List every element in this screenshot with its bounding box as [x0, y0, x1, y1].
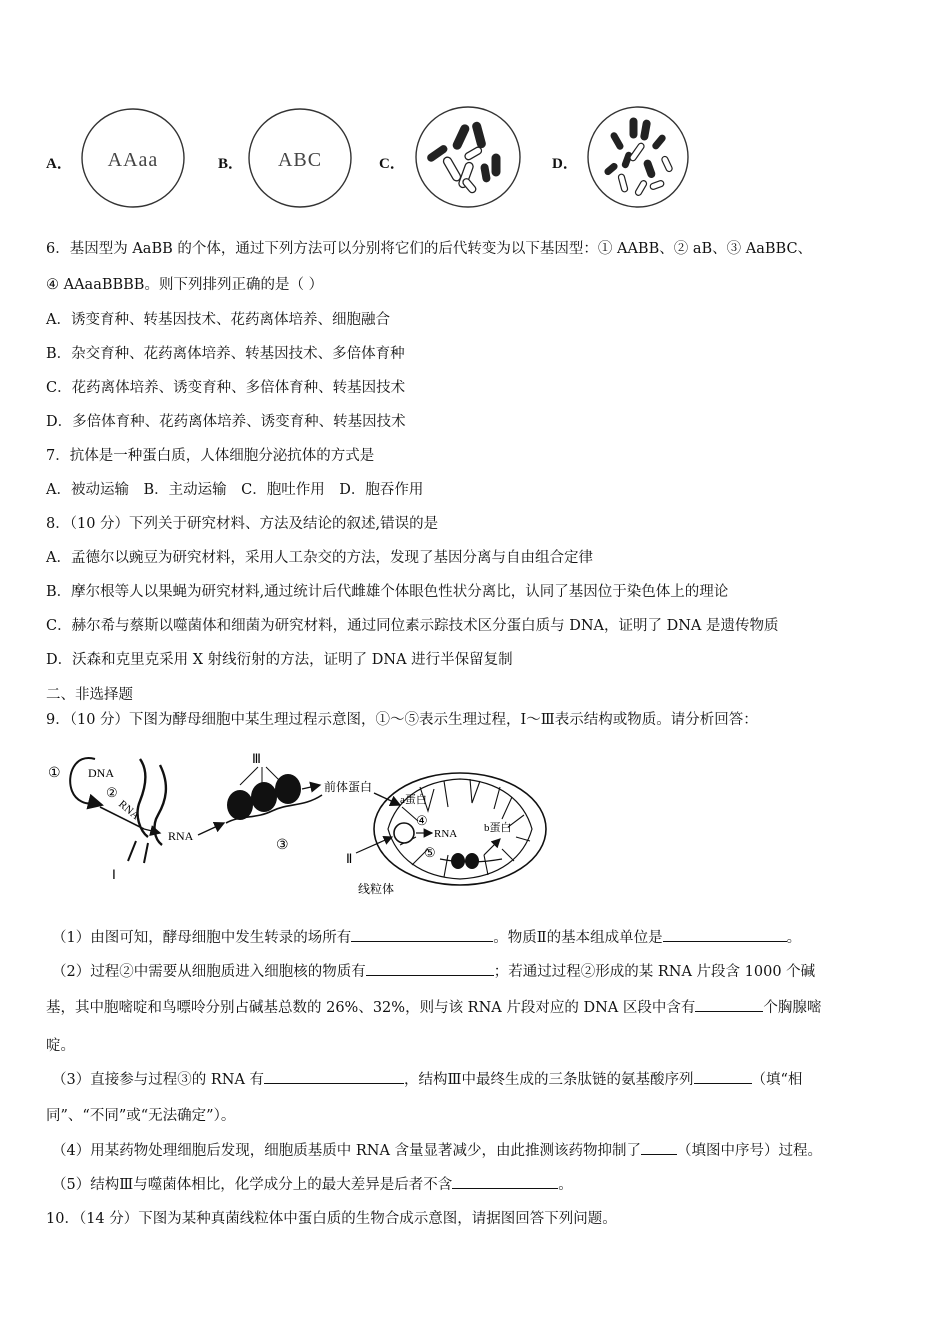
diagram-label-2: ②: [106, 785, 118, 800]
q9-stem: 9．（10 分）下图为酵母细胞中某生理过程示意图，①～⑤表示生理过程，Ⅰ～Ⅲ表示结构或物质。请分析回答：: [46, 712, 758, 728]
diagram-rna-diag: RNA: [116, 798, 142, 823]
option-a-text: AAaa: [107, 149, 159, 171]
diagram-roman-1: Ⅰ: [112, 867, 116, 882]
diagram-label-1: ①: [48, 766, 61, 781]
q6-stem-line1: 6．基因型为 AaBB 的个体，通过下列方法可以分别将它们的后代转变为以下基因型：① AABB、② aB、③ AaBBC、: [46, 241, 813, 257]
option-c-label: C．: [379, 156, 405, 172]
mito-dna: [394, 823, 414, 843]
diagram-a-protein: a蛋白: [400, 794, 427, 806]
q6-stem-line2: ④ AAaaBBBB。则下列排列正确的是（ ）: [46, 277, 324, 293]
q9-part5-blank[interactable]: [452, 1174, 558, 1189]
q6-option-c: C．花药离体培养、诱变育种、多倍体育种、转基因技术: [46, 380, 406, 396]
q9-part4-blank[interactable]: [641, 1140, 677, 1155]
section-title: 二、非选择题: [46, 687, 133, 703]
q9-part4: （4）用某药物处理细胞后发现，细胞质基质中 RNA 含量显著减少，由此推测该药物抑制了 （填图中序号）过程。: [52, 1139, 822, 1160]
q9-part2-end: 啶。: [46, 1038, 75, 1054]
q9-part1-blank-1[interactable]: [351, 927, 493, 942]
q9-part2-blank-1[interactable]: [366, 961, 494, 976]
option-a-figure: [78, 106, 188, 210]
diagram-precursor: 前体蛋白: [324, 780, 373, 794]
q9-part1-blank-2[interactable]: [663, 927, 787, 942]
option-b-label: B．: [218, 156, 244, 172]
q7-options: A．被动运输 B．主动运输 C．胞吐作用 D．胞吞作用: [46, 482, 424, 498]
q6-option-d: D．多倍体育种、花药离体培养、诱变育种、转基因技术: [46, 414, 406, 430]
diagram-label-4: ④: [416, 813, 428, 828]
q6-option-a: A．诱变育种、转基因技术、花药离体培养、细胞融合: [46, 312, 390, 328]
option-b-text: ABC: [277, 149, 323, 171]
q9-part3-cont: 同”、“不同”或“无法确定”）。: [46, 1108, 236, 1124]
q9-part5: （5）结构Ⅲ与噬菌体相比，化学成分上的最大差异是后者不含 。: [52, 1173, 573, 1194]
q8-option-b: B．摩尔根等人以果蝇为研究材料,通过统计后代雌雄个体眼色性状分离比，认同了基因位于染色体上的理论: [46, 584, 729, 600]
diagram-label-5: ⑤: [424, 845, 436, 860]
q9-part2: （2）过程②中需要从细胞质进入细胞核的物质有 ；若通过过程②形成的某 RNA 片段含 1000 个碱: [52, 960, 815, 981]
q9-part3-blank-2[interactable]: [694, 1069, 752, 1084]
diagram-roman-2: Ⅱ: [346, 851, 353, 866]
q7-stem: 7．抗体是一种蛋白质，人体细胞分泌抗体的方式是: [46, 448, 375, 464]
q10-stem: 10．（14 分）下图为某种真菌线粒体中蛋白质的生物合成示意图，请据图回答下列问题。: [46, 1211, 617, 1227]
option-d-figure: [584, 104, 692, 210]
q8-option-a: A．孟德尔以豌豆为研究材料，采用人工杂交的方法，发现了基因分离与自由组合定律: [46, 550, 593, 566]
q8-option-d: D．沃森和克里克采用 X 射线衍射的方法，证明了 DNA 进行半保留复制: [46, 652, 513, 668]
q9-part3: （3）直接参与过程③的 RNA 有 ，结构Ⅲ中最终生成的三条肽链的氨基酸序列 （填“相: [52, 1068, 802, 1089]
ribosome-3: [275, 774, 301, 804]
option-a-label: A．: [46, 156, 72, 172]
diagram-b-protein: b蛋白: [484, 822, 512, 834]
ribosome-1: [227, 790, 253, 820]
circle-options: [0, 100, 950, 210]
diagram-rna-1: RNA: [168, 829, 194, 843]
ribosome-2: [251, 782, 277, 812]
q9-part1: （1）由图可知，酵母细胞中发生转录的场所有 。物质Ⅱ的基本组成单位是 。: [52, 926, 801, 947]
option-c-figure: [412, 104, 524, 210]
q9-part2-blank-2[interactable]: [695, 997, 763, 1012]
option-d-label: D．: [552, 156, 578, 172]
q6-option-b: B．杂交育种、花药离体培养、转基因技术、多倍体育种: [46, 346, 405, 362]
q9-part2-cont: 基，其中胞嘧啶和鸟嘌呤分别占碱基总数的 26%、32%，则与该 RNA 片段对应的 DNA 区段中含有 个胸腺嘧: [46, 996, 821, 1017]
diagram-roman-3: Ⅲ: [252, 751, 261, 766]
q8-option-c: C．赫尔希与蔡斯以噬菌体和细菌为研究材料，通过同位素示踪技术区分蛋白质与 DNA，证明了 DNA 是遗传物质: [46, 618, 779, 634]
strand-i: [138, 759, 148, 837]
q8-stem: 8．（10 分）下列关于研究材料、方法及结论的叙述,错误的是: [46, 516, 439, 532]
diagram-rna-2: RNA: [434, 828, 458, 840]
option-b-figure: [245, 106, 355, 210]
q9-diagram: [40, 745, 560, 905]
diagram-mito-label: 线粒体: [358, 882, 395, 896]
diagram-dna: DNA: [88, 766, 114, 780]
diagram-label-3: ③: [276, 838, 289, 853]
dna-loop: [70, 758, 95, 804]
q9-part3-blank-1[interactable]: [264, 1069, 404, 1084]
